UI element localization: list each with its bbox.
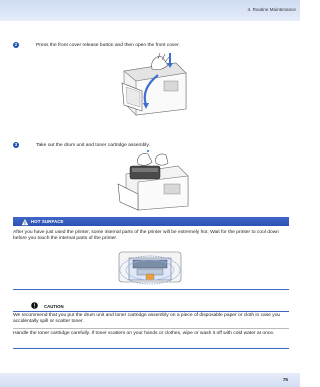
hot-internal-parts-illustration <box>117 246 183 286</box>
step-instruction: Take out the drum unit and toner cartridge assembly. <box>36 142 150 148</box>
chapter-title: 4. Routine Maintenance <box>247 7 296 12</box>
caution-separator <box>13 328 289 329</box>
printer-open-cover-illustration <box>112 51 190 117</box>
step-instruction: Press the front cover release button and then open the front cover. <box>36 42 180 48</box>
caution-divider <box>13 311 289 312</box>
caution-paragraph: We recommend that you put the drum unit and toner cartridge assembly on a piece of disposable paper or cloth in case you accidentally spill or scatter toner. <box>13 313 281 325</box>
hot-surface-text: After you have just used the printer, some internal parts of the printer will be extremely hot. Wait for the printer to cool down before you touch the internal parts of the printer. <box>13 230 279 242</box>
hot-surface-warning-icon <box>21 218 29 226</box>
caution-label: CAUTION <box>44 303 64 309</box>
caution-icon <box>31 302 38 309</box>
caution-bottom-rule <box>13 348 289 349</box>
step-number-badge: 2 <box>14 42 18 47</box>
svg-text:!: ! <box>24 220 26 226</box>
section-divider <box>13 289 289 290</box>
page-number: 75 <box>282 377 288 382</box>
footer-band <box>0 373 300 387</box>
caution-paragraph: Handle the toner cartridge carefully. If toner scatters on your hands or clothes, wipe or wash it off with cold water at once. <box>13 331 275 336</box>
drum-unit-removal-illustration <box>112 150 192 212</box>
svg-text:!: ! <box>33 303 36 309</box>
hot-surface-label: HOT SURFACE <box>31 219 64 224</box>
step-number-badge: 3 <box>14 142 18 147</box>
